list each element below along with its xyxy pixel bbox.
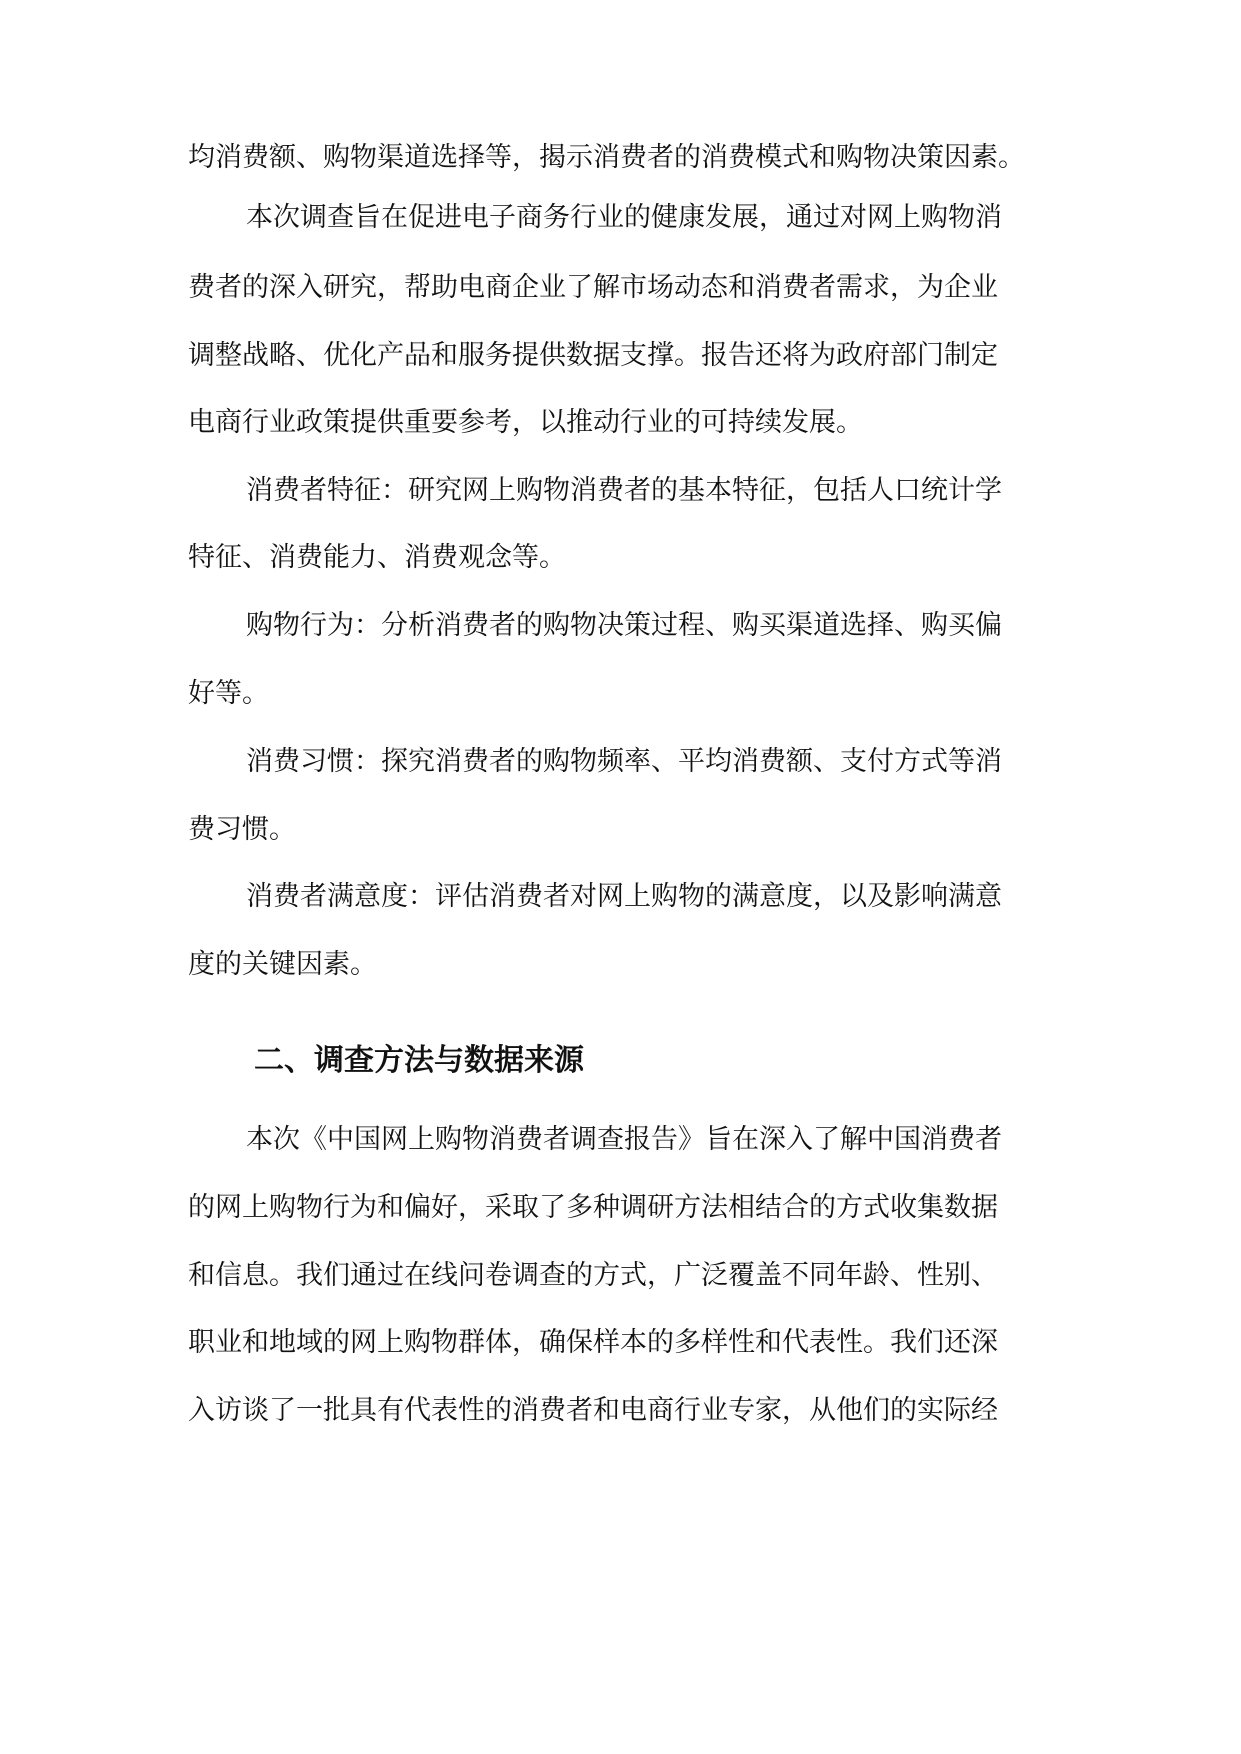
paragraph-line: 职业和地域的网上购物群体，确保样本的多样性和代表性。我们还深 xyxy=(188,1327,998,1358)
paragraph-line: 费习惯。 xyxy=(188,814,296,845)
paragraph-line: 消费习惯：探究消费者的购物频率、平均消费额、支付方式等消 xyxy=(246,746,1002,777)
paragraph-line: 均消费额、购物渠道选择等，揭示消费者的消费模式和购物决策因素。 xyxy=(188,142,1025,173)
section-heading: 二、调查方法与数据来源 xyxy=(254,1043,584,1078)
paragraph-line: 费者的深入研究，帮助电商企业了解市场动态和消费者需求，为企业 xyxy=(188,272,998,303)
paragraph-line: 电商行业政策提供重要参考，以推动行业的可持续发展。 xyxy=(188,407,863,438)
paragraph-line: 度的关键因素。 xyxy=(188,949,377,980)
paragraph-line: 本次调查旨在促进电子商务行业的健康发展，通过对网上购物消 xyxy=(246,202,1002,233)
paragraph-line: 调整战略、优化产品和服务提供数据支撑。报告还将为政府部门制定 xyxy=(188,340,998,371)
paragraph-line: 和信息。我们通过在线问卷调查的方式，广泛覆盖不同年龄、性别、 xyxy=(188,1260,998,1291)
paragraph-line: 特征、消费能力、消费观念等。 xyxy=(188,542,566,573)
paragraph-line: 的网上购物行为和偏好，采取了多种调研方法相结合的方式收集数据 xyxy=(188,1192,998,1223)
paragraph-line: 入访谈了一批具有代表性的消费者和电商行业专家，从他们的实际经 xyxy=(188,1395,998,1426)
paragraph-line: 消费者满意度：评估消费者对网上购物的满意度，以及影响满意 xyxy=(246,881,1002,912)
paragraph-line: 好等。 xyxy=(188,678,269,709)
paragraph-line: 购物行为：分析消费者的购物决策过程、购买渠道选择、购买偏 xyxy=(246,610,1002,641)
paragraph-line: 消费者特征：研究网上购物消费者的基本特征，包括人口统计学 xyxy=(246,475,1002,506)
paragraph-line: 本次《中国网上购物消费者调查报告》旨在深入了解中国消费者 xyxy=(246,1124,1002,1155)
